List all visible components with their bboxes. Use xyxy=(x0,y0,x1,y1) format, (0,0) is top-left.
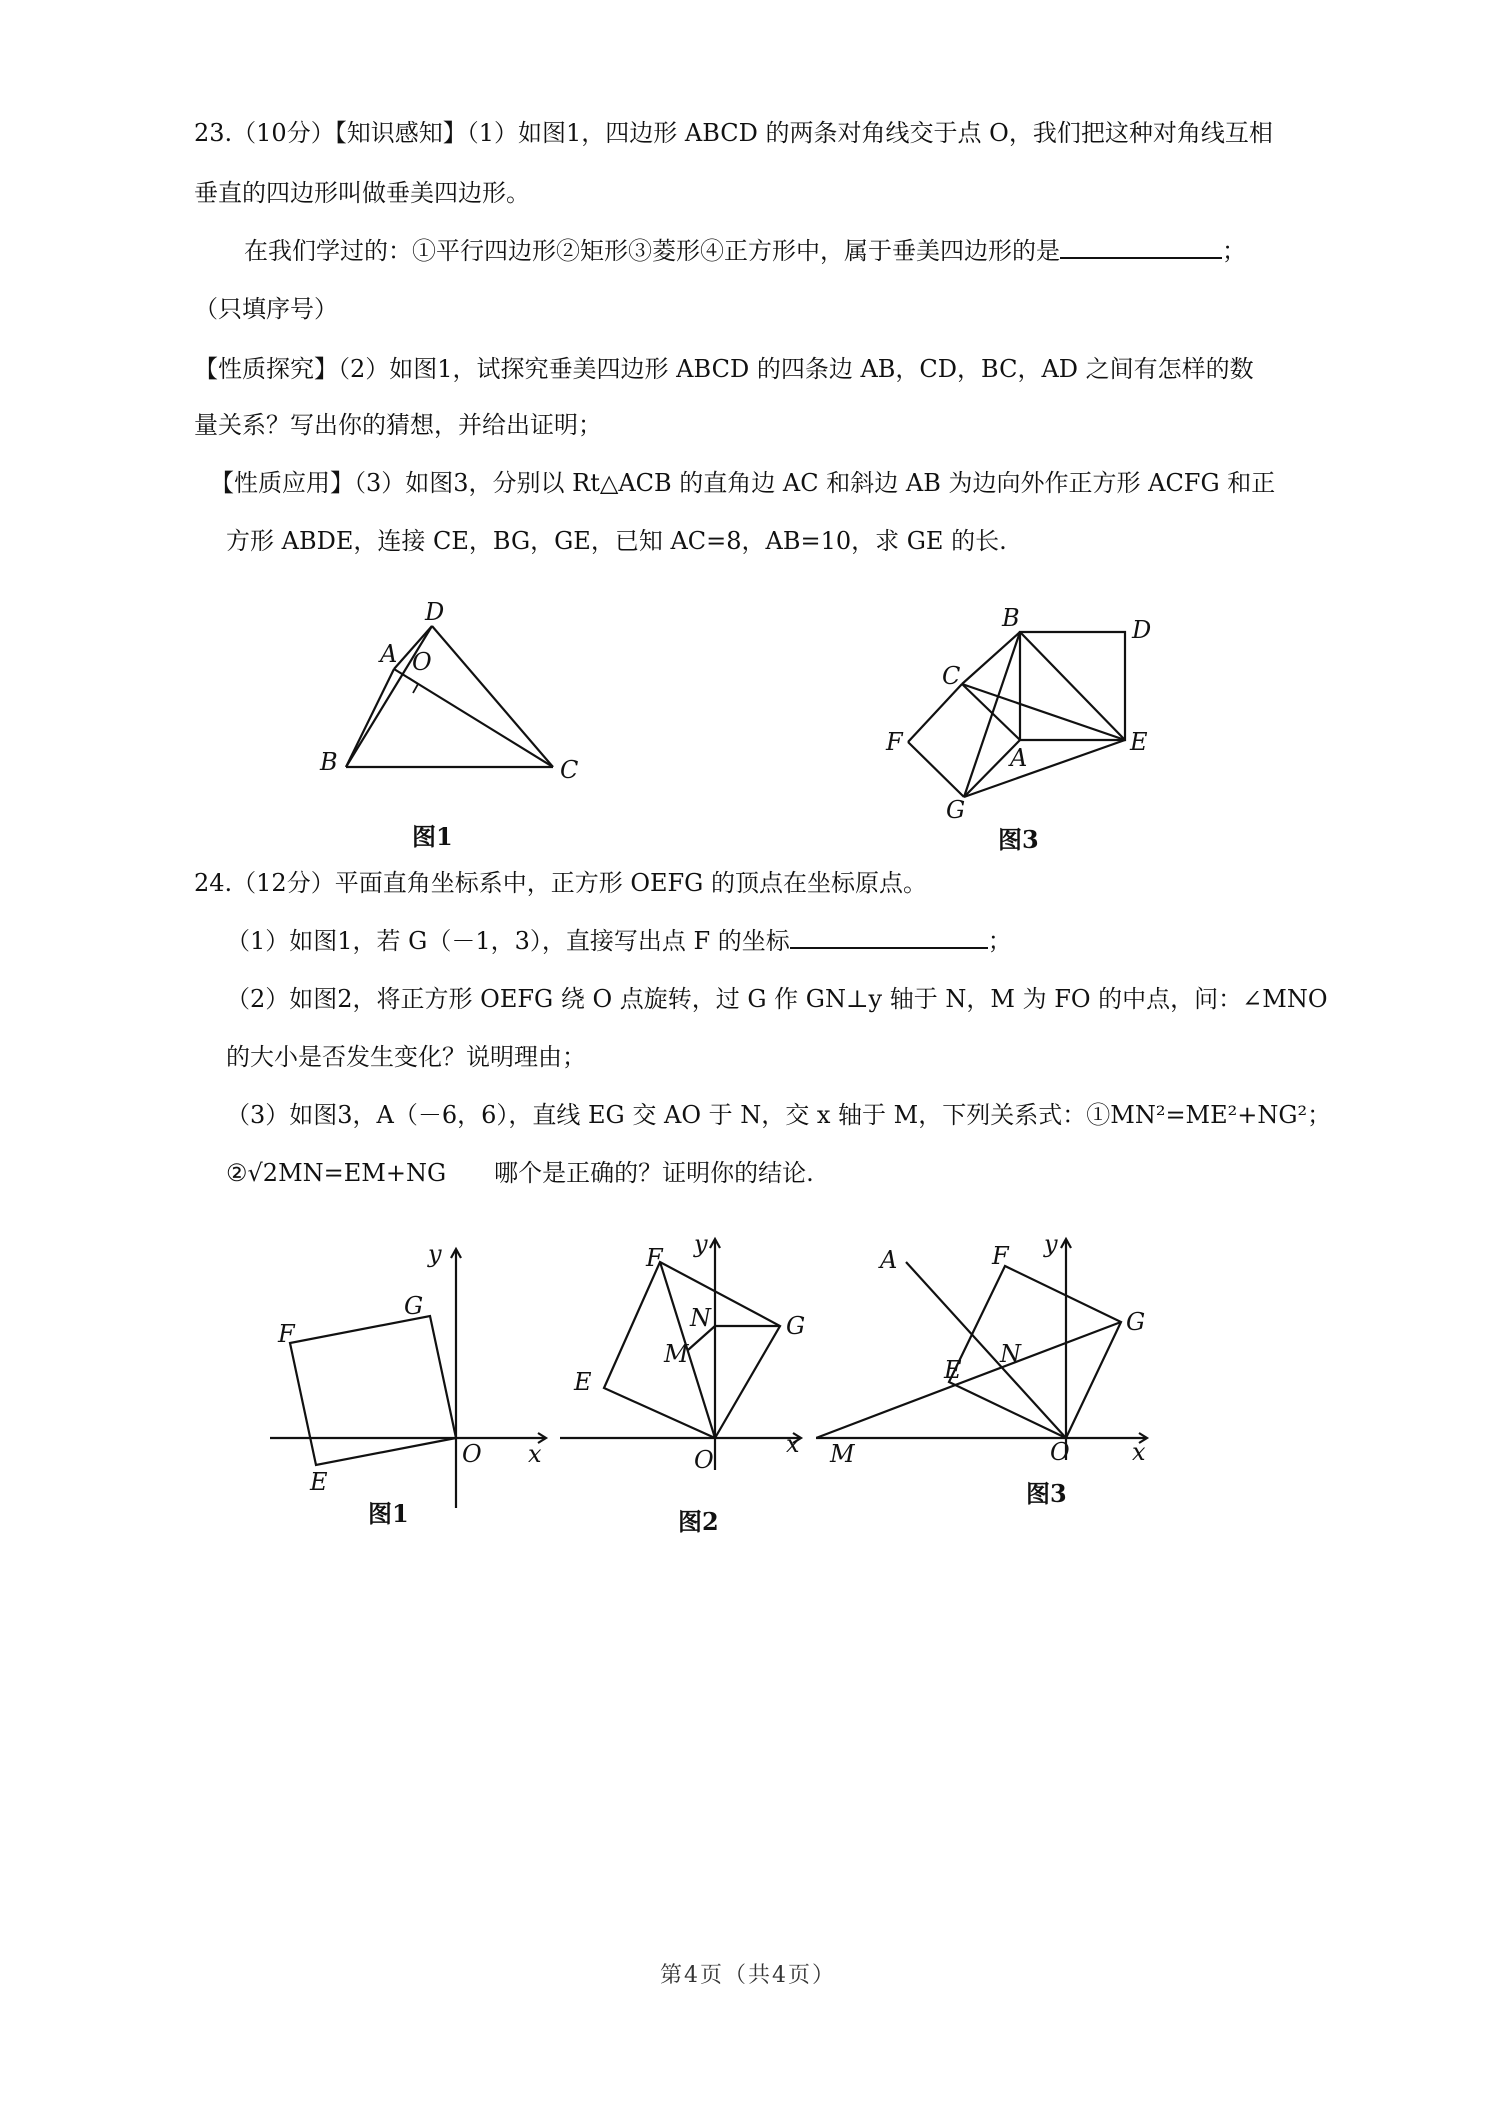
fig24-3-label-e: E xyxy=(944,1356,962,1384)
fig3-side-fg xyxy=(908,742,964,797)
q23-line-6: 量关系？写出你的猜想，并给出证明； xyxy=(194,411,602,439)
q23-line-5: 【性质探究】（2）如图1，试探究垂美四边形 ABCD 的四条边 AB，CD，BC，AD 之间有怎样的数 xyxy=(194,355,1254,383)
fig1-segment-dc xyxy=(432,626,553,767)
fig3-label-a: A xyxy=(1010,744,1028,772)
q24-line-2 xyxy=(226,924,1012,958)
fig24-3-label-g: G xyxy=(1126,1308,1146,1336)
fig24-2-square-oefg xyxy=(604,1262,780,1438)
fig24-2-label-g: G xyxy=(786,1312,806,1340)
fig24-1-label-y: y xyxy=(428,1240,442,1268)
q24-line-4: 的大小是否发生变化？说明理由； xyxy=(226,1043,586,1071)
fig24-2-label-n: N xyxy=(690,1304,711,1332)
fig24-1-label-f: F xyxy=(278,1320,295,1348)
fig24-3-segment-ao xyxy=(906,1262,1066,1438)
q24-line-3: （2）如图2，将正方形 OEFG 绕 O 点旋转，过 G 作 GN⊥y 轴于 N，M 为 FO 的中点，问：∠MNO xyxy=(226,985,1328,1013)
q23-line-1: 23.（10分）【知识感知】（1）如图1，四边形 ABCD 的两条对角线交于点 O，我们把这种对角线互相 xyxy=(194,119,1273,147)
fig24-2-caption: 图2 xyxy=(678,1507,719,1536)
fig1-label-b: B xyxy=(320,748,338,776)
q24-line-2-text: （1）如图1，若 G（－1，3），直接写出点 F 的坐标 xyxy=(226,927,790,955)
fig24-3-label-y: y xyxy=(1044,1230,1058,1258)
q24-line-2-end: ； xyxy=(987,927,1012,955)
q23-line-3-text: 在我们学过的：①平行四边形②矩形③菱形④正方形中，属于垂美四边形的是 xyxy=(244,237,1060,265)
fig1-label-d: D xyxy=(425,600,445,626)
fig1-caption: 图1 xyxy=(412,822,453,851)
q24-line-5: （3）如图3，A（－6，6），直线 EG 交 AO 于 N，交 x 轴于 M，下列关系式：①MN²=ME²+NG²； xyxy=(226,1101,1332,1129)
fig3-caption: 图3 xyxy=(998,825,1039,854)
q23-figure-3 xyxy=(880,600,1180,870)
fig24-2-label-y: y xyxy=(694,1230,708,1258)
fig3-label-g: G xyxy=(946,796,966,824)
fig24-2-label-f: F xyxy=(646,1244,663,1272)
page-footer: 第4页（共4页） xyxy=(660,1963,836,1988)
fig24-3-label-o: O xyxy=(1050,1438,1070,1466)
q23-line-2: 垂直的四边形叫做垂美四边形。 xyxy=(194,179,530,207)
q23-figure-1 xyxy=(300,600,600,860)
fig24-3-square-oefg xyxy=(949,1266,1121,1438)
fig24-1-label-g: G xyxy=(404,1292,424,1320)
fig24-1-label-o: O xyxy=(462,1440,482,1468)
fig1-segment-ba xyxy=(346,669,394,767)
fig24-1-caption: 图1 xyxy=(368,1499,409,1528)
fig3-label-d: D xyxy=(1132,616,1152,644)
fig24-1-label-x: x xyxy=(528,1440,542,1468)
fig24-3-label-x: x xyxy=(1132,1438,1146,1466)
fig24-3-label-m: M xyxy=(830,1440,855,1468)
fig1-label-c: C xyxy=(560,756,579,784)
q24-line-6: ②√2MN=EM+NG 哪个是正确的？证明你的结论. xyxy=(226,1159,814,1187)
fig3-label-f: F xyxy=(886,728,903,756)
fig1-label-a: A xyxy=(380,640,398,668)
fig3-side-cf xyxy=(908,684,962,742)
fig24-2-label-x: x xyxy=(786,1430,800,1458)
q24-figure-1 xyxy=(260,1240,560,1540)
fig3-label-b: B xyxy=(1002,604,1020,632)
fig3-label-c: C xyxy=(942,662,961,690)
fig24-3-label-n: N xyxy=(1000,1340,1021,1368)
fig24-3-label-f: F xyxy=(992,1242,1009,1270)
fig24-2-label-o: O xyxy=(694,1446,714,1474)
q24-figure-2 xyxy=(560,1230,820,1540)
fig3-side-ca xyxy=(962,684,1020,740)
fig24-3-caption: 图3 xyxy=(1026,1479,1067,1508)
q23-line-3 xyxy=(244,234,1246,268)
q23-line-8: 方形 ABDE，连接 CE，BG，GE，已知 AC=8，AB=10，求 GE 的长. xyxy=(226,527,1007,555)
fig1-label-o: O xyxy=(412,648,432,676)
fig3-label-e: E xyxy=(1130,728,1148,756)
fig3-segment-ge xyxy=(964,740,1125,797)
q23-line-3-end: ； xyxy=(1222,237,1246,265)
fig3-side-be xyxy=(1020,632,1125,740)
q23-line-4: （只填序号） xyxy=(194,295,338,323)
q23-line-7: 【性质应用】（3）如图3，分别以 Rt△ACB 的直角边 AC 和斜边 AB 为边向外作正方形 ACFG 和正 xyxy=(210,469,1276,497)
q23-answer-blank-1[interactable] xyxy=(1060,235,1222,259)
fig24-1-label-e: E xyxy=(310,1468,328,1496)
fig24-2-label-m: M xyxy=(664,1340,689,1368)
q24-line-1: 24.（12分）平面直角坐标系中，正方形 OEFG 的顶点在坐标原点。 xyxy=(194,869,927,897)
fig24-3-label-a: A xyxy=(880,1246,898,1274)
fig24-2-label-e: E xyxy=(574,1368,592,1396)
q24-figure-3 xyxy=(816,1230,1156,1530)
q24-answer-blank-1[interactable] xyxy=(790,925,988,949)
fig24-1-square-oefg xyxy=(290,1316,456,1465)
